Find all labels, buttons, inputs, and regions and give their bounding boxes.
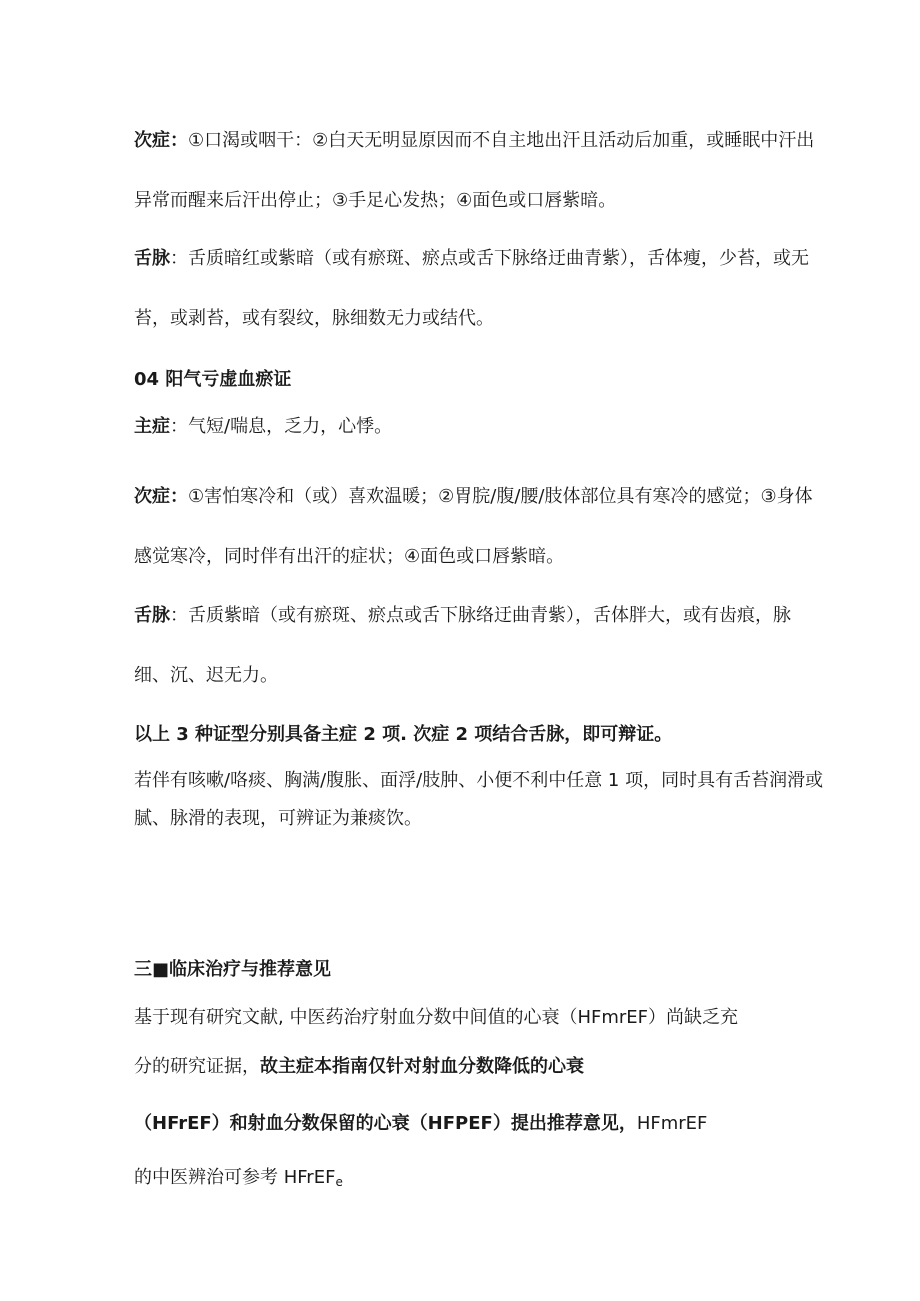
yang-secondary-text: ①害怕寒冷和（或）喜欢温暖；②胃脘/腹/腰/肢体部位具有寒冷的感觉；③身体感觉寒冷，同时伴有出汗的症状；④面色或口唇紫暗。 bbox=[134, 486, 813, 567]
yang-tongue-pulse bbox=[134, 586, 824, 706]
treatment-line-3-plain: HFmrEF bbox=[636, 1113, 708, 1134]
treatment-line-4-plain: 的中医辨治可参考 HFrEF bbox=[134, 1167, 336, 1188]
treatment-line-2-bold: 故主症本指南仅针对射血分数降低的心衰 bbox=[260, 1056, 584, 1077]
treatment-line-1: 基于现有研究文献, 中医药治疗射血分数中间值的心衰（HFmrEF）尚缺乏充 bbox=[134, 1007, 738, 1028]
treatment-line-4-end: e bbox=[335, 1175, 343, 1189]
yin-tongue-pulse bbox=[134, 229, 824, 349]
yang-secondary-symptoms bbox=[134, 467, 824, 587]
yang-tongue-label: 舌脉 bbox=[134, 605, 170, 626]
yang-main-label: 主症 bbox=[134, 416, 170, 437]
yin-tongue-text: ：舌质暗红或紫暗（或有瘀斑、瘀点或舌下脉络迂曲青紫），舌体瘦，少苔，或无苔，或剥苔，或有裂纹，脉细数无力或结代。 bbox=[134, 248, 809, 329]
yang-heading: 04 阳气亏虚血瘀证 bbox=[134, 369, 292, 390]
treatment-line-2-plain: 分的研究证据， bbox=[134, 1056, 260, 1077]
yin-secondary-symptoms bbox=[134, 111, 824, 231]
treatment-line-4 bbox=[134, 1163, 824, 1197]
yin-secondary-label: 次症： bbox=[134, 130, 188, 151]
treatment-line-3-bold: （HFrEF）和射血分数保留的心衰（HFPEF）提出推荐意见， bbox=[134, 1113, 637, 1134]
treatment-line-2 bbox=[134, 1052, 824, 1082]
yang-main-text: ：气短/喘息，乏力，心悸。 bbox=[170, 416, 393, 437]
syndrome-rule: 以上 3 种证型分别具备主症 2 项. 次症 2 项结合舌脉，即可辩证。 bbox=[134, 724, 673, 745]
phlegm-note: 若伴有咳嗽/咯痰、胸满/腹胀、面浮/肢肿、小便不利中任意 1 项，同时具有舌苔润滑或腻、脉滑的表现，可辨证为兼痰饮。 bbox=[134, 770, 824, 829]
section-three-heading: 三■临床治疗与推荐意见 bbox=[134, 959, 332, 980]
yang-tongue-text: ：舌质紫暗（或有瘀斑、瘀点或舌下脉络迂曲青紫），舌体胖大，或有齿痕，脉细、沉、迟无力。 bbox=[134, 605, 791, 686]
treatment-line-3 bbox=[134, 1109, 824, 1139]
yang-secondary-label: 次症： bbox=[134, 486, 188, 507]
yin-secondary-text: ①口渴或咽干：②白天无明显原因而不自主地出汗且活动后加重，或睡眠中汗出异常而醒来后汗出停止；③手足心发热；④面色或口唇紫暗。 bbox=[134, 130, 815, 211]
yin-tongue-label: 舌脉 bbox=[134, 248, 170, 269]
yang-main-symptoms bbox=[134, 412, 824, 442]
